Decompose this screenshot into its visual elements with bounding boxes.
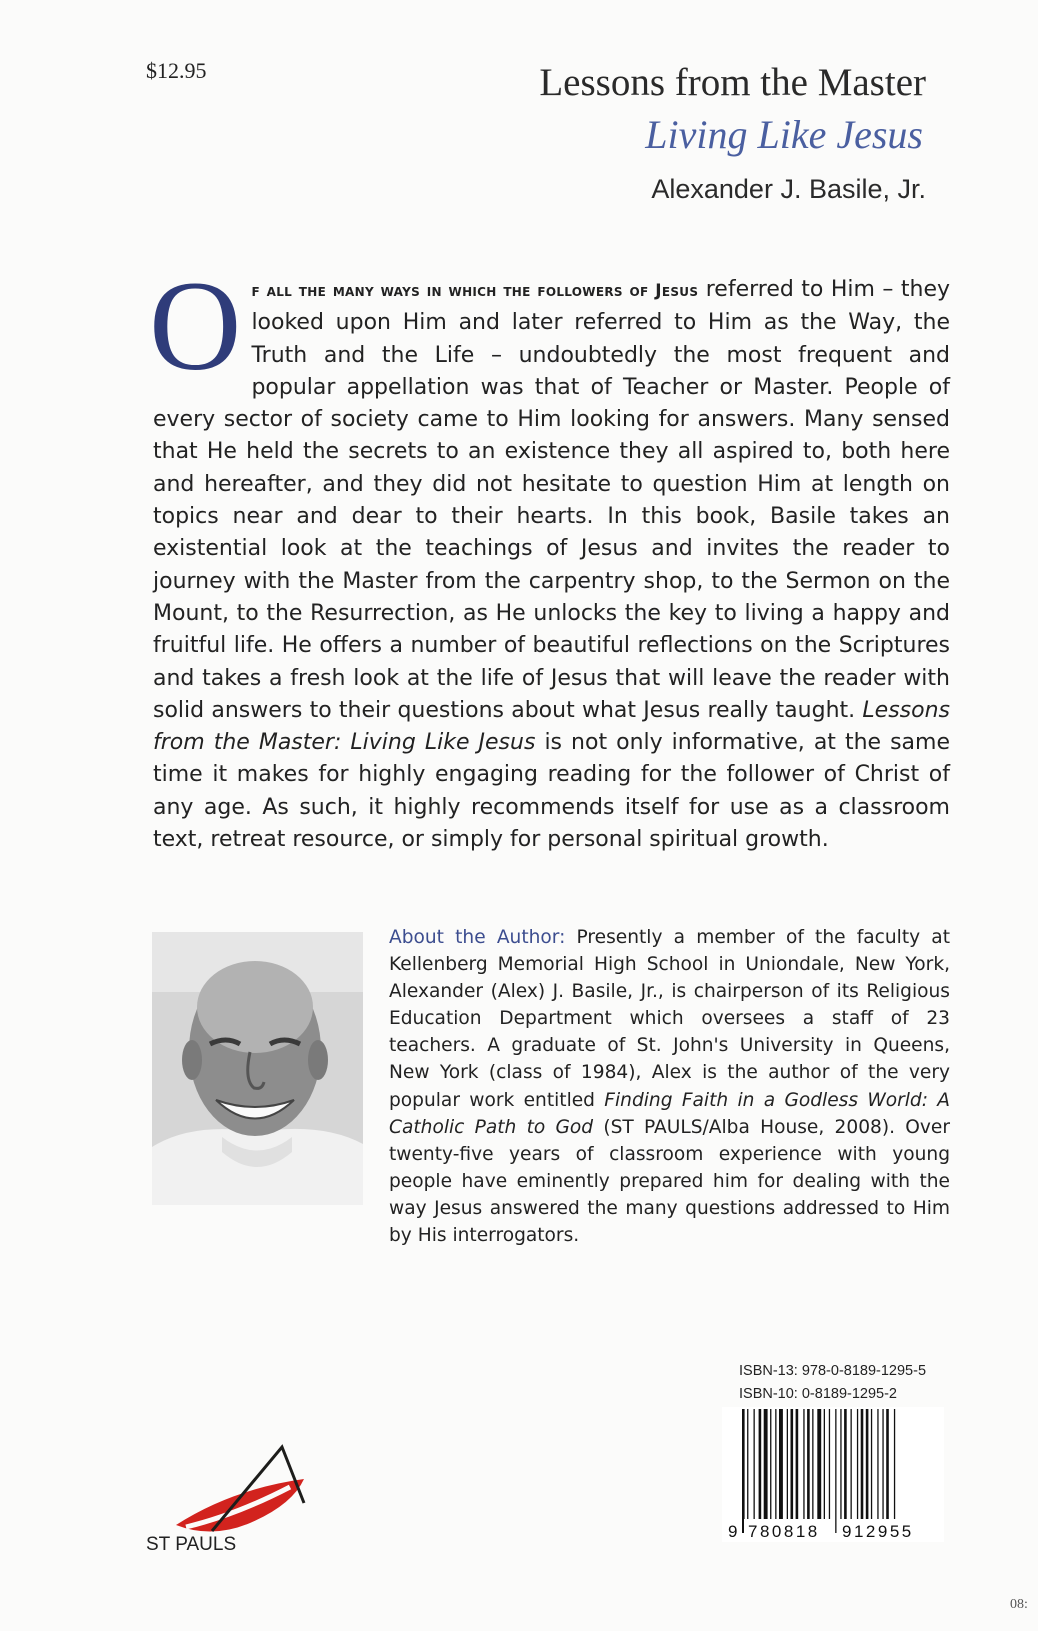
author-photo: [152, 932, 363, 1205]
barcode-digits-left: 780818: [748, 1522, 820, 1541]
drop-cap: O: [149, 255, 242, 397]
barcode-digit-first: 9: [728, 1522, 738, 1541]
description-text-end: is not only informative, at the same time it makes for highly engaging reading for the follower of Christ of any age. As such, it highly recommends itself for use as a classroom text, retreat resource, or simply for personal spiritual growth.: [153, 730, 950, 853]
publisher-name: ST PAULS: [146, 1534, 237, 1555]
description-lead: f all the many ways in which the followers of Jesus: [251, 281, 699, 301]
author-name: Alexander J. Basile, Jr.: [651, 174, 926, 204]
isbn-block: [739, 1360, 926, 1406]
book-subtitle: Living Like Jesus: [645, 112, 923, 157]
about-author-label: About the Author:: [389, 927, 566, 948]
description-text: referred to Him – they looked upon Him and later referred to Him as the Way, the Truth and the Life – undoubtedly the most frequent and popular appellation was that of Teacher or Master. People of every sector of society came to Him looking for answers. Many sensed that He held the secrets to an existence they all aspired to, both here and hereafter, and they did not hesitate to question Him at length on topics near and dear to their hearts. In this book, Basile takes an existential look at the teachings of Jesus and invites the reader to journey with the Master from the carpentry shop, to the Sermon on the Mount, to the Resurrection, as He unlocks the key to living a happy and fruitful life. He offers a number of beautiful reflections on the Scriptures and takes a fresh look at the life of Jesus that will leave the reader with solid answers to their questions about what Jesus really taught.: [153, 277, 950, 723]
about-author-text-end: (ST PAULS/Alba House, 2008). Over twenty-five years of classroom experience with young people have eminently prepared him for dealing with the way Jesus answered the many questions addressed to Him by His interrogators.: [389, 1116, 950, 1247]
about-author-text: Presently a member of the faculty at Kellenberg Memorial High School in Uniondale, New York, Alexander (Alex) J. Basile, Jr., is chairperson of its Religious Education Department which oversees a staff of 23 teachers. A graduate of St. John's University in Queens, New York (class of 1984), Alex is the author of the very popular work entitled: [389, 927, 950, 1111]
book-description: [149, 255, 950, 856]
isbn-13: ISBN-13: 978-0-8189-1295-5: [739, 1363, 927, 1379]
price: $12.95: [146, 58, 207, 83]
barcode: [722, 1407, 944, 1542]
book-title: Lessons from the Master: [539, 61, 926, 104]
isbn-10: ISBN-10: 0-8189-1295-2: [739, 1386, 897, 1402]
about-author: [389, 924, 950, 1249]
barcode-digits-right: 912955: [842, 1522, 914, 1541]
corner-mark: 08:: [1010, 1597, 1028, 1612]
about-author-book-title: Finding Faith in a Godless World: A Catholic Path to God: [389, 1089, 950, 1138]
description-book-title: Lessons from the Master: Living Like Jesus: [153, 697, 950, 756]
